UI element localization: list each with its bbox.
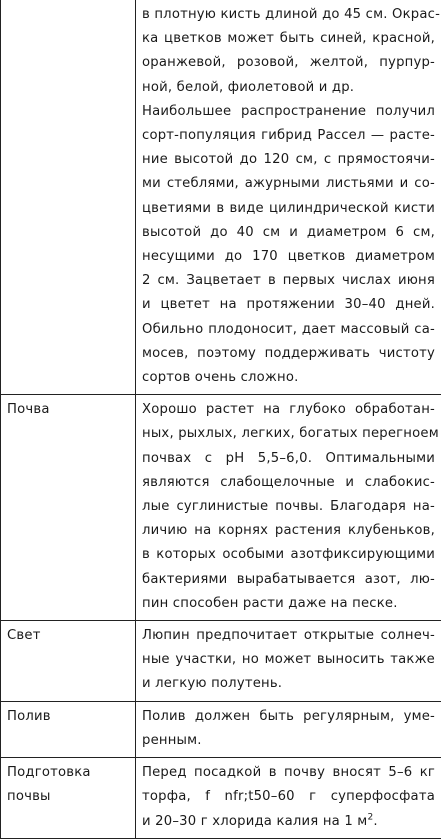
superscript: 2: [367, 812, 373, 822]
row-value-description: [136, 0, 441, 395]
text-line: Полив должен быть регулярным, уме-: [142, 705, 435, 729]
text-line: личию на корнях растения клубеньков,: [142, 519, 435, 543]
text-line: оранжевой, розовой, желтой, пурпур-: [142, 51, 435, 75]
text-line: сортов очень сложно.: [142, 366, 435, 390]
row-label-light: [1, 621, 136, 702]
table-row-light: [1, 621, 441, 702]
table-row-soil: [1, 395, 441, 621]
text-line: мосев, поэтому поддерживать чистоту: [142, 342, 435, 366]
text-line: Перед посадкой в почву вносят 5–6 кг: [142, 761, 435, 785]
text-line: бактериями вырабатывается азот, лю-: [142, 568, 435, 592]
text-line: торфа, f nfr;t50–60 г суперфосфата: [142, 785, 435, 809]
row-label-text: почвы: [7, 785, 129, 809]
text-line: сорт-популяция гибрид Рассел — расте-: [142, 124, 435, 148]
row-label-watering: [1, 701, 136, 757]
text-fragment: .: [373, 814, 377, 829]
text-line: высотой до 40 см и диаметром 6 см,: [142, 221, 435, 245]
row-label-text: Свет: [7, 624, 129, 648]
text-line: почвах с pH 5,5–6,0. Оптимальными: [142, 447, 435, 471]
table-row-description: [1, 0, 441, 395]
text-line: ных, рыхлых, легких, богатых перегноем: [142, 422, 435, 446]
row-value-soil-preparation: [136, 758, 441, 839]
table-row-soil-preparation: [1, 758, 441, 839]
row-label-soil: [1, 395, 136, 621]
row-value-soil: [136, 395, 441, 621]
row-label-text: Полив: [7, 705, 129, 729]
table-row-watering: [1, 701, 441, 757]
text-line: ренным.: [142, 729, 435, 753]
text-line: 2 см. Зацветает в первых числах июня: [142, 269, 435, 293]
row-value-light: [136, 621, 441, 702]
row-label-soil-preparation: [1, 758, 136, 839]
text-line: Наибольшее распространение получил: [142, 100, 435, 124]
text-line: и цветет на протяжении 30–40 дней.: [142, 293, 435, 317]
text-line: Хорошо растет на глубоко обработан-: [142, 398, 435, 422]
text-fragment: и 20–30 г хлорида калия на 1 м: [142, 814, 367, 829]
text-line: ми стеблями, ажурными листьями и со-: [142, 172, 435, 196]
text-line: в плотную кисть длиной до 45 см. Окрас-: [142, 3, 435, 27]
text-line: являются слабощелочные и слабокис-: [142, 471, 435, 495]
text-line: Люпин предпочитает открытые солнеч-: [142, 624, 435, 648]
text-line: пин способен расти даже на песке.: [142, 592, 435, 616]
text-line: ние высотой до 120 см, с прямостоячи-: [142, 148, 435, 172]
text-line: лые суглинистые почвы. Благодаря на-: [142, 495, 435, 519]
text-line: несущими до 170 цветков диаметром: [142, 245, 435, 269]
text-line: и легкую полутень.: [142, 672, 435, 696]
text-line: ка цветков может быть синей, красной,: [142, 27, 435, 51]
text-line: Обильно плодоносит, дает массовый са-: [142, 318, 435, 342]
row-label-text: Почва: [7, 398, 129, 422]
text-line: [142, 810, 435, 834]
row-value-watering: [136, 701, 441, 757]
text-line: ные участки, но может выносить также: [142, 648, 435, 672]
row-label-description: [1, 0, 136, 395]
text-line: цветиями в виде цилиндрической кисти: [142, 197, 435, 221]
text-line: ной, белой, фиолетовой и др.: [142, 76, 435, 100]
text-line: в которых особыми азотфиксирующими: [142, 543, 435, 567]
row-label-text: Подготовка: [7, 761, 129, 785]
